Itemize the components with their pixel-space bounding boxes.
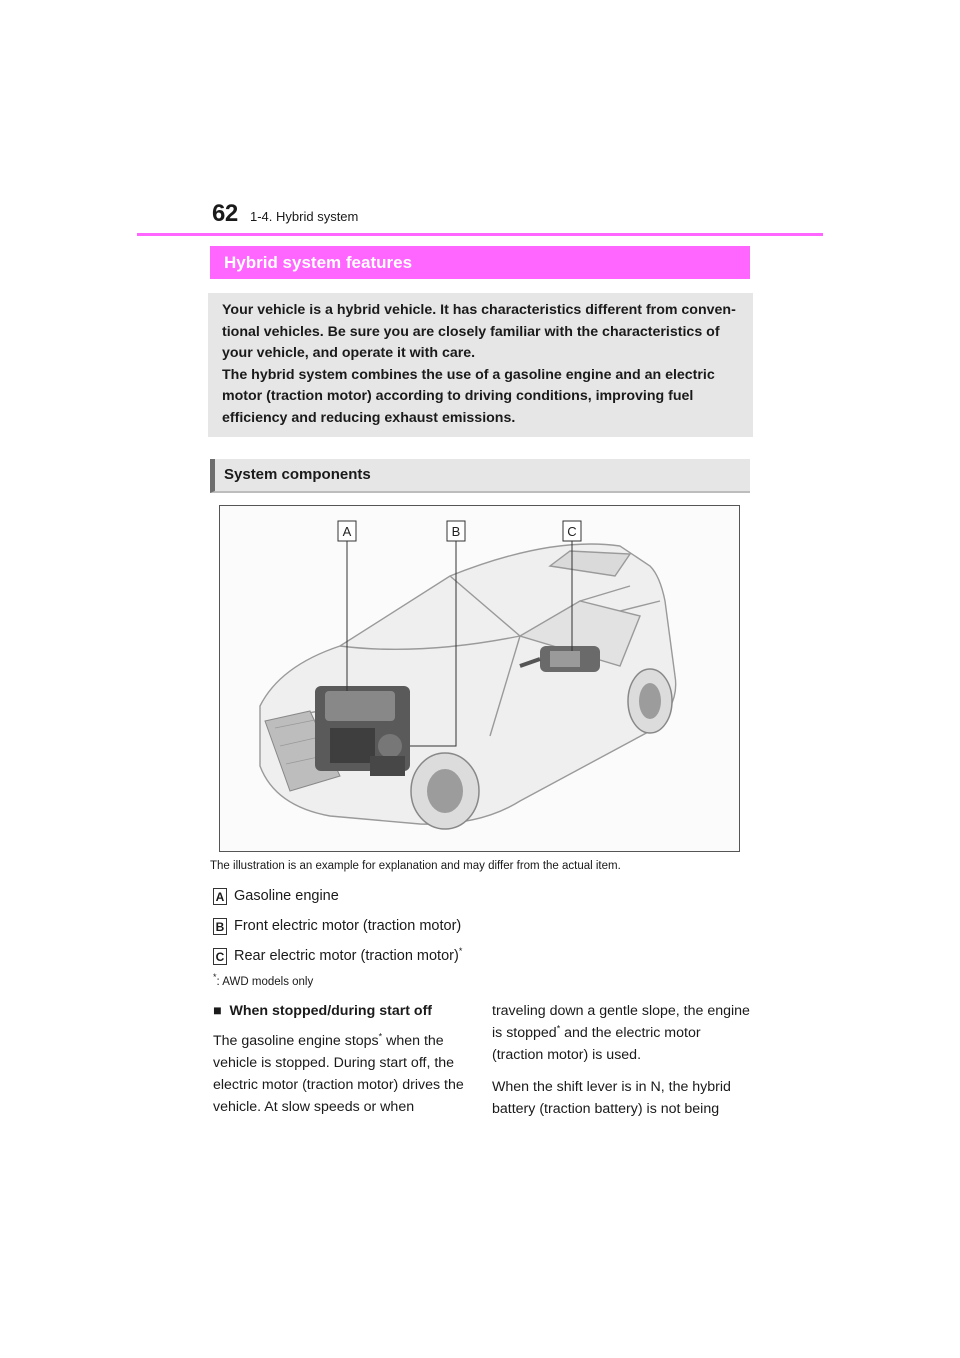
legend-text: Gasoline engine xyxy=(234,888,339,904)
subsection-title: System components xyxy=(210,459,750,493)
callout-b: B xyxy=(451,524,461,539)
legend-tag: B xyxy=(213,918,227,935)
legend-tag: A xyxy=(213,888,227,905)
chapter-title: 1-4. Hybrid system xyxy=(250,209,359,224)
callout-a: A xyxy=(342,524,352,539)
header-rule xyxy=(137,233,823,236)
section-title: Hybrid system features xyxy=(210,246,750,279)
square-bullet-icon: ■ xyxy=(213,1003,222,1019)
legend-text: Front electric motor (traction motor) xyxy=(234,918,462,934)
body-left-paragraph: The gasoline engine stops* when the vehicle is stopped. During start off, the electric motor (traction motor) drives the vehicle. At slow speeds or when xyxy=(213,1031,464,1115)
asterisk: * xyxy=(458,946,463,957)
footnote-mark: * xyxy=(213,972,217,983)
footnote-text: : AWD models only xyxy=(216,976,314,988)
vehicle-illustration xyxy=(219,505,740,852)
legend-text: Rear electric motor (traction motor) xyxy=(234,948,459,964)
intro-paragraph-2: The hybrid system combines the use of a gasoline engine and an electric motor (traction motor) according to driving conditions, improving fuel efficiency and reducing exhaust emissions. xyxy=(222,366,715,426)
body-right-paragraph-2: When the shift lever is in N, the hybrid battery (traction battery) is not being xyxy=(492,1079,731,1117)
intro-paragraph-1: Your vehicle is a hybrid vehicle. It has characteristics different from conven-tional vehicles. Be sure you are closely familiar with the characteristics of your vehicle, and operate it with care. xyxy=(222,302,736,362)
figure-caption: The illustration is an example for explanation and may differ from the actual item. xyxy=(210,860,621,872)
car-diagram xyxy=(220,506,739,851)
page-number: 62 xyxy=(212,200,238,227)
legend-tag: C xyxy=(213,948,227,965)
body-left-column xyxy=(213,1000,469,1128)
callout-c: C xyxy=(567,524,577,539)
intro-box xyxy=(208,293,753,437)
footnote xyxy=(213,972,314,988)
body-right-paragraph-1: traveling down a gentle slope, the engine is stopped* and the electric motor (traction motor) is used. xyxy=(492,1003,750,1063)
legend-item-a xyxy=(213,886,339,906)
legend-item-c xyxy=(213,946,462,966)
body-heading: ■ When stopped/during start off xyxy=(213,1003,433,1019)
legend-item-b xyxy=(213,916,461,936)
body-right-column xyxy=(492,1000,754,1130)
gasoline-engine-graphic xyxy=(315,686,410,776)
